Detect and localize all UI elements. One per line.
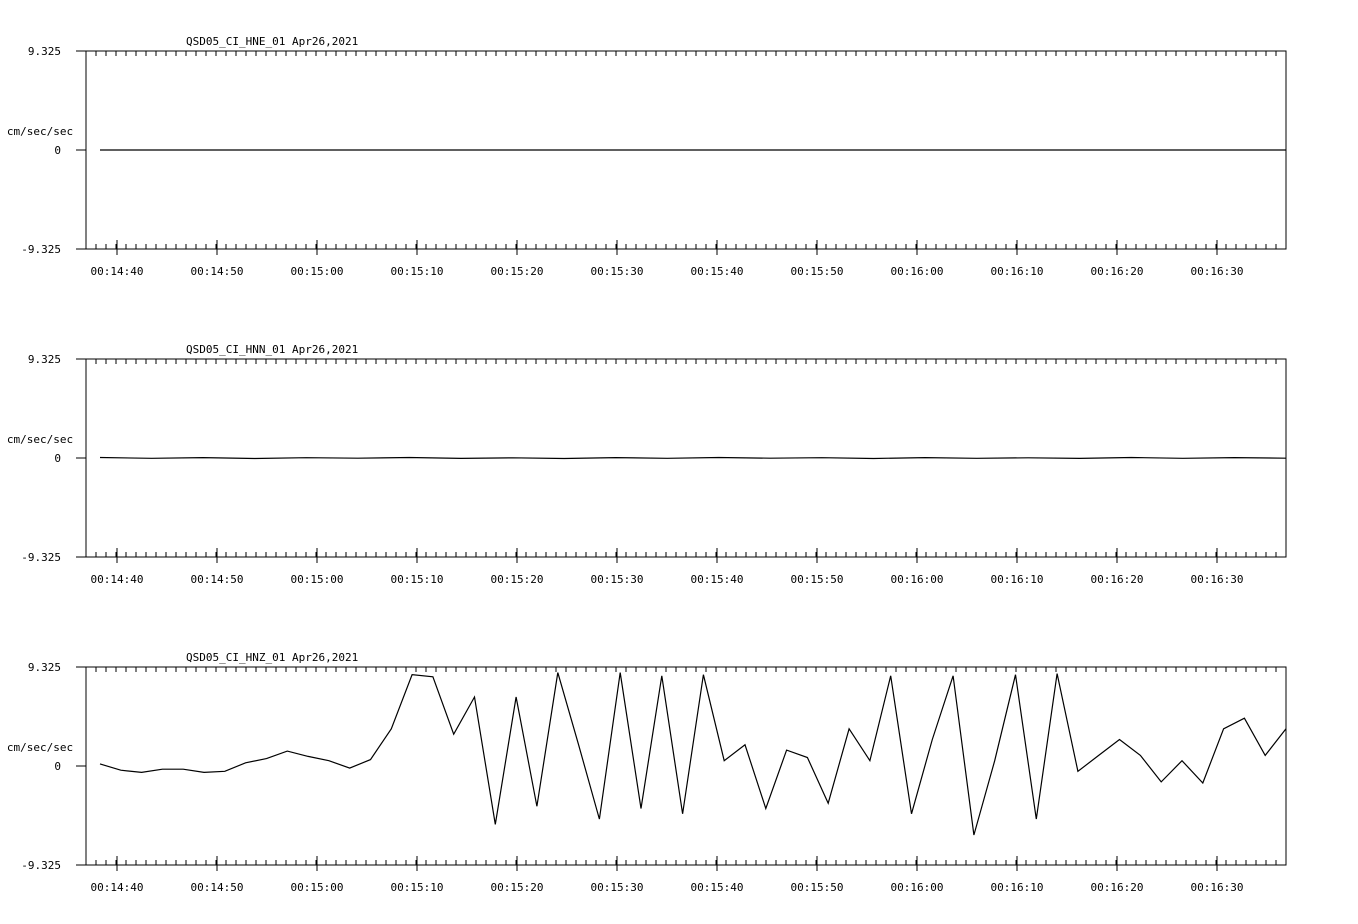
y-axis-label: cm/sec/sec xyxy=(6,433,74,446)
x-tick-label: 00:14:40 xyxy=(90,573,144,586)
x-tick-label: 00:15:30 xyxy=(590,881,644,894)
x-tick-label: 00:15:20 xyxy=(490,881,544,894)
y-tick-label: -9.325 xyxy=(21,859,61,872)
x-tick-label: 00:15:50 xyxy=(790,881,844,894)
x-tick-label: 00:15:40 xyxy=(690,265,744,278)
x-tick-label: 00:15:40 xyxy=(690,573,744,586)
y-axis-label: cm/sec/sec xyxy=(6,741,74,754)
x-tick-label: 00:16:20 xyxy=(1090,265,1144,278)
x-tick-label: 00:15:00 xyxy=(290,265,344,278)
series-line-1 xyxy=(100,458,1286,459)
panel-2 xyxy=(7,343,1286,586)
x-tick-label: 00:16:10 xyxy=(990,573,1044,586)
x-tick-label: 00:16:10 xyxy=(990,881,1044,894)
y-tick-label: 0 xyxy=(54,144,61,157)
x-tick-label: 00:16:20 xyxy=(1090,881,1144,894)
x-tick-label: 00:15:00 xyxy=(290,573,344,586)
x-tick-label: 00:15:20 xyxy=(490,265,544,278)
x-tick-label: 00:16:30 xyxy=(1190,573,1244,586)
x-tick-label: 00:16:20 xyxy=(1090,573,1144,586)
x-tick-label: 00:15:20 xyxy=(490,573,544,586)
y-tick-label: 9.325 xyxy=(27,661,61,674)
x-tick-label: 00:16:00 xyxy=(890,265,944,278)
x-tick-label: 00:14:50 xyxy=(190,881,244,894)
x-tick-label: 00:16:10 xyxy=(990,265,1044,278)
x-tick-label: 00:14:40 xyxy=(90,265,144,278)
x-tick-label: 00:15:10 xyxy=(390,573,444,586)
y-tick-label: -9.325 xyxy=(21,551,61,564)
x-tick-label: 00:14:50 xyxy=(190,265,244,278)
x-tick-label: 00:15:00 xyxy=(290,881,344,894)
x-tick-label: 00:16:00 xyxy=(890,573,944,586)
chart-title: QSD05_CI_HNE_01 Apr26,2021 xyxy=(186,35,359,48)
x-tick-label: 00:16:30 xyxy=(1190,881,1244,894)
x-tick-label: 00:15:10 xyxy=(390,265,444,278)
plot-frame xyxy=(86,667,1286,865)
y-axis-label: cm/sec/sec xyxy=(6,125,74,138)
panel-1 xyxy=(7,35,1286,278)
chart-title: QSD05_CI_HNN_01 Apr26,2021 xyxy=(186,343,359,356)
y-tick-label: 0 xyxy=(54,760,61,773)
x-tick-label: 00:15:30 xyxy=(590,573,644,586)
x-tick-label: 00:15:30 xyxy=(590,265,644,278)
y-tick-label: 9.325 xyxy=(27,45,61,58)
x-tick-label: 00:14:50 xyxy=(190,573,244,586)
series-line-1 xyxy=(100,673,1286,835)
x-tick-label: 00:16:30 xyxy=(1190,265,1244,278)
x-tick-label: 00:16:00 xyxy=(890,881,944,894)
x-tick-label: 00:15:50 xyxy=(790,265,844,278)
x-tick-label: 00:15:40 xyxy=(690,881,744,894)
panel-3 xyxy=(7,651,1286,894)
y-tick-label: -9.325 xyxy=(21,243,61,256)
x-tick-label: 00:15:10 xyxy=(390,881,444,894)
x-tick-label: 00:14:40 xyxy=(90,881,144,894)
x-tick-label: 00:15:50 xyxy=(790,573,844,586)
y-tick-label: 9.325 xyxy=(27,353,61,366)
chart-title: QSD05_CI_HNZ_01 Apr26,2021 xyxy=(186,651,359,664)
y-tick-label: 0 xyxy=(54,452,61,465)
